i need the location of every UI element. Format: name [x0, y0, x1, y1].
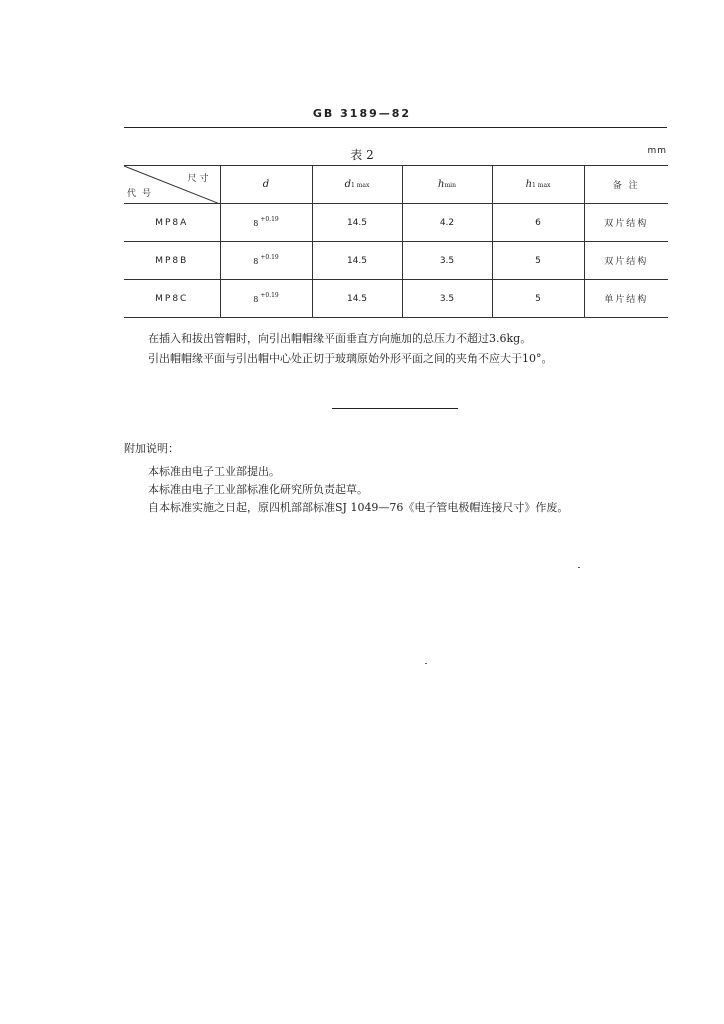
remark-value: 双片结构 — [604, 257, 649, 267]
h-min-value: 4.2 — [439, 218, 455, 228]
corner-header-cell — [124, 166, 220, 204]
col-symbol: d — [344, 179, 352, 190]
header-rule — [124, 127, 667, 128]
table-header-row — [124, 166, 668, 204]
appendix-line-proposer: 本标准由电子工业部提出。 — [148, 465, 280, 478]
col-header-d1-max — [312, 166, 402, 204]
remark-value: 双片结构 — [604, 219, 649, 229]
note-angle: 引出帽帽缘平面与引出帽中心处正切于玻璃原始外形平面之间的夹角不应大于10°。 — [148, 352, 553, 365]
remarks-header: 备 注 — [612, 181, 640, 191]
appendix-line-supersedes: 自本标准实施之日起，原四机部部标准SJ 1049—76《电子管电极帽连接尺寸》作废。 — [148, 501, 569, 514]
h1-max-value: 6 — [535, 218, 541, 228]
col-header-h1-max — [492, 166, 584, 204]
col-symbol: h — [438, 179, 445, 190]
d1-max-value: 14.5 — [346, 256, 368, 266]
note-pressure: 在插入和拔出管帽时，向引出帽帽缘平面垂直方向施加的总压力不超过3.6kg。 — [148, 332, 532, 345]
d-value: 8 — [253, 219, 259, 228]
section-divider — [332, 408, 458, 409]
col-subscript: 1 max — [351, 182, 370, 189]
appendix-line-drafter: 本标准由电子工业部标准化研究所负责起草。 — [148, 483, 368, 496]
d-tolerance: +0.19 — [260, 216, 279, 223]
type-code: MP8C — [155, 294, 189, 304]
d-value: 8 — [253, 295, 259, 304]
table-title: 表 2 — [350, 148, 374, 162]
col-header-remarks — [584, 166, 668, 204]
corner-label-dimension: 尺寸 — [187, 174, 212, 184]
table-row — [124, 280, 668, 318]
h-min-value: 3.5 — [439, 294, 455, 304]
h-min-value: 3.5 — [439, 256, 455, 266]
d-tolerance: +0.19 — [260, 292, 279, 299]
d-tolerance: +0.19 — [260, 254, 279, 261]
col-symbol: d — [262, 179, 270, 190]
table-row — [124, 204, 668, 242]
corner-label-code: 代号 — [127, 189, 158, 199]
col-header-h-min — [402, 166, 492, 204]
table-unit: mm — [647, 146, 667, 156]
dimension-table — [124, 165, 668, 318]
scan-speck — [425, 663, 427, 664]
col-symbol: h — [525, 179, 533, 190]
col-header-d — [220, 166, 312, 204]
d1-max-value: 14.5 — [346, 294, 368, 304]
scan-speck — [578, 567, 580, 568]
col-subscript: 1 max — [532, 182, 551, 189]
type-code: MP8B — [155, 256, 189, 266]
appendix-title: 附加说明： — [124, 442, 179, 455]
d1-max-value: 14.5 — [346, 218, 368, 228]
d-value: 8 — [253, 257, 259, 266]
table-row — [124, 242, 668, 280]
remark-value: 单片结构 — [604, 295, 649, 305]
standard-number: GB 3189—82 — [312, 107, 412, 120]
h1-max-value: 5 — [535, 256, 541, 266]
col-subscript: min — [444, 182, 456, 189]
type-code: MP8A — [155, 218, 189, 228]
h1-max-value: 5 — [535, 294, 541, 304]
